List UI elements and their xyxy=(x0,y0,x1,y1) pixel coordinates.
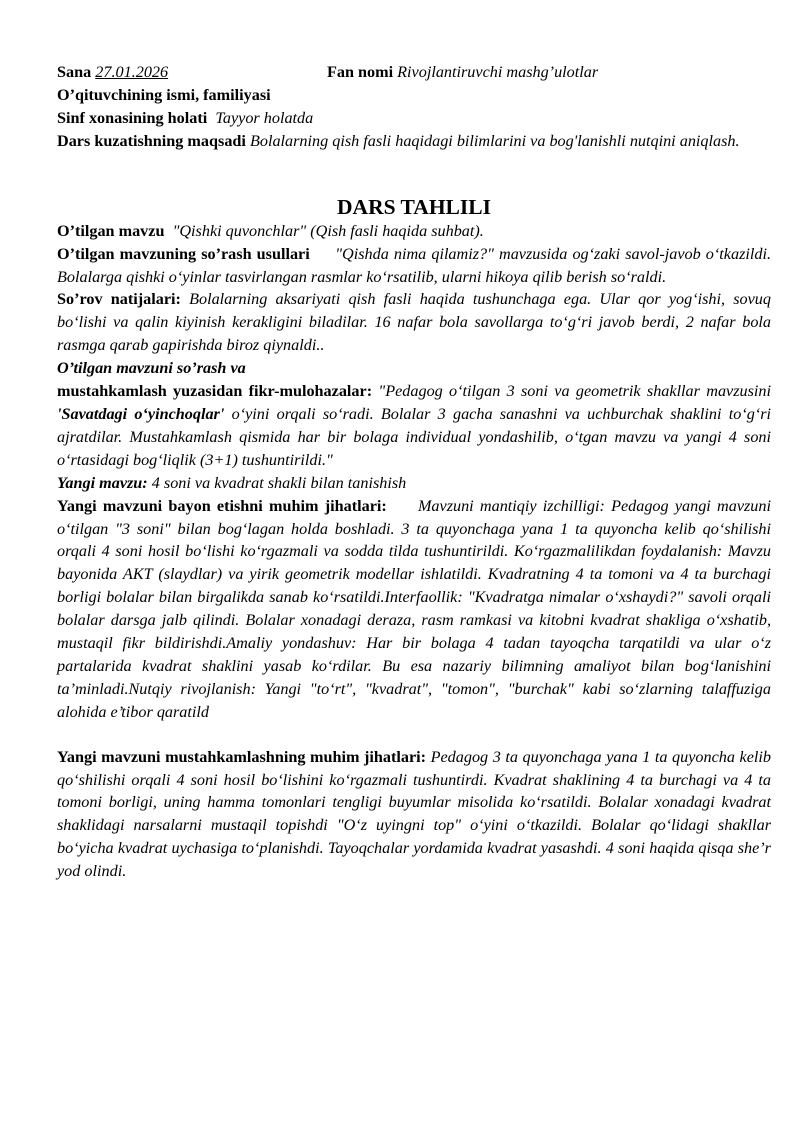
subject-block xyxy=(327,61,598,84)
teacher-row xyxy=(57,84,771,107)
header-date-subject-row xyxy=(57,61,771,84)
consolidation-game-name: 'Savatdagi o‘yinchoqlar' xyxy=(57,404,225,423)
methods-paragraph xyxy=(57,243,771,289)
past-topic-label: O’tilgan mavzu xyxy=(57,221,165,240)
subject-label: Fan nomi xyxy=(327,63,394,81)
teacher-label: O’qituvchining ismi, familiyasi xyxy=(57,86,271,104)
consolidation-label-2: mustahkamlash yuzasidan fikr-mulohazalar: xyxy=(57,382,373,401)
subject-value: Rivojlantiruvchi mashg’ulotlar xyxy=(397,63,599,81)
new-topic-aspects-label: Yangi mavzuni bayon etishni muhim jihatlari: xyxy=(57,496,387,515)
purpose-paragraph xyxy=(57,130,771,153)
page-title: DARS TAHLILI xyxy=(337,194,491,219)
consolidation-label-1: O’tilgan mavzuni so’rash va xyxy=(57,359,246,378)
new-topic-aspects-value: Mavzuni mantiqiy izchilligi: Pedagog yangi mavzuni o‘tilgan "3 soni" bilan bog‘lagan holda boshladi. 3 ta quyonchaga yana 1 ta quyoncha kelib qo‘shilishi orqali 4 soni hosil bo‘lishi ko‘rgazmali va sodda tilda tushuntirildi. Ko‘rgazmalilikdan foydalanish: Mavzu bayonida AKT (slaydlar) va yirik geometrik modellar ishlatildi. Kvadratning 4 ta tomoni va 4 ta burchagi borligi bolalar bilan birgalikda sanab ko‘rsatildi.Interfaollik: "Kvadratga nimalar o‘xshaydi?" savoli orqali bolalar darsga jalb qilindi. Bolalar xonadagi deraza, rasm ramkasi va kitobni kvadrat shakliga o‘xshatib, mustaqil fikr bildirishdi.Amaliy yondashuv: Har bir bolaga 4 tadan tayoqcha tarqatildi va ular o‘z partalarida kvadrat shaklini yasab ko‘rdilar. Bu esa nazariy bilimning amaliyot bilan bog‘lanishini ta’minladi.Nutqiy rivojlanish: Yangi "to‘rt", "kvadrat", "tomon", "burchak" kabi so‘zlarning talaffuziga alohida e’tibor qaratild xyxy=(57,496,771,721)
methods-value: "Qishda nima qilamiz?" mavzusida og‘zaki savol-javob o‘tkazildi. Bolalarga qishki o‘yinlar tasvirlangan rasmlar ko‘rsatilib, ularni hikoya qilib berish so‘raldi. xyxy=(57,244,771,286)
purpose-value: Bolalarning qish fasli haqidagi bilimlarini va bog'lanishli nutqini aniqlash. xyxy=(249,131,740,150)
date-label: Sana xyxy=(57,63,92,81)
past-topic-value: "Qishki quvonchlar" (Qish fasli haqida suhbat). xyxy=(172,221,484,240)
paragraph-spacer xyxy=(57,724,771,746)
reinforce-label: Yangi mavzuni mustahkamlashning muhim jihatlari: xyxy=(57,747,427,766)
past-topic-paragraph xyxy=(57,220,771,243)
reinforce-value: Pedagog 3 ta quyonchaga yana 1 ta quyoncha kelib qo‘shilishi orqali 4 soni hosil bo‘lishini ko‘rgazmali tushuntirdi. Kvadrat shaklining 4 ta burchagi va 4 ta tomoni borligi, uning hamma tomonlari tengligi buyumlar misolida ko‘rsatildi. Bolalar xonadagi kvadrat shaklidagi narsalarni mustaqil topishdi "O‘z uyingni top" o‘yini o‘tkazildi. Bolalar qo‘lidagi shakllar bo‘yicha kvadrat uychasiga to‘planishdi. Tayoqchalar yordamida kvadrat yasashdi. 4 soni haqida qisqa she’r yod olindi. xyxy=(57,747,771,881)
document-page xyxy=(57,61,771,883)
room-value: Tayyor holatda xyxy=(215,108,314,127)
results-label: So’rov natijalari: xyxy=(57,290,181,309)
consolidation-value-2: o‘yini orqali so‘radi. Bolalar 3 gacha sanashni va uchburchak shaklini to‘g‘ri ajratdilar. Mustahkamlash qismida har bir bolaga individual yondashilib, o‘tgan mavzu va yangi 4 soni o‘rtasidagi bog‘liqlik (3+1) tushuntirildi." xyxy=(57,404,771,469)
purpose-label: Dars kuzatishning maqsadi xyxy=(57,131,246,150)
date-value: 27.01.2026 xyxy=(95,63,169,81)
new-topic-label: Yangi mavzu: xyxy=(57,473,148,492)
results-paragraph xyxy=(57,288,771,357)
new-topic-row xyxy=(57,472,771,495)
methods-label: O’tilgan mavzuning so’rash usullari xyxy=(57,244,310,263)
reinforce-paragraph xyxy=(57,746,771,883)
room-row xyxy=(57,107,771,130)
room-label: Sinf xonasining holati xyxy=(57,108,208,127)
results-value: Bolalarning aksariyati qish fasli haqida tushunchaga ega. Ular qor yog‘ishi, sovuq bo‘lishi va qalin kiyinish kerakligini biladilar. 16 nafar bola savollarga to‘g‘ri javob berdi, 2 nafar bola rasmga qarab gapirishda biroz qiynaldi.. xyxy=(57,290,771,355)
consolidation-paragraph xyxy=(57,380,771,472)
new-topic-value: 4 soni va kvadrat shakli bilan tanishish xyxy=(151,473,407,492)
new-topic-aspects-paragraph xyxy=(57,495,771,724)
consolidation-value-1: "Pedagog o‘tilgan 3 soni va geometrik shakllar mavzusini xyxy=(378,382,772,401)
consolidation-heading xyxy=(57,357,771,380)
